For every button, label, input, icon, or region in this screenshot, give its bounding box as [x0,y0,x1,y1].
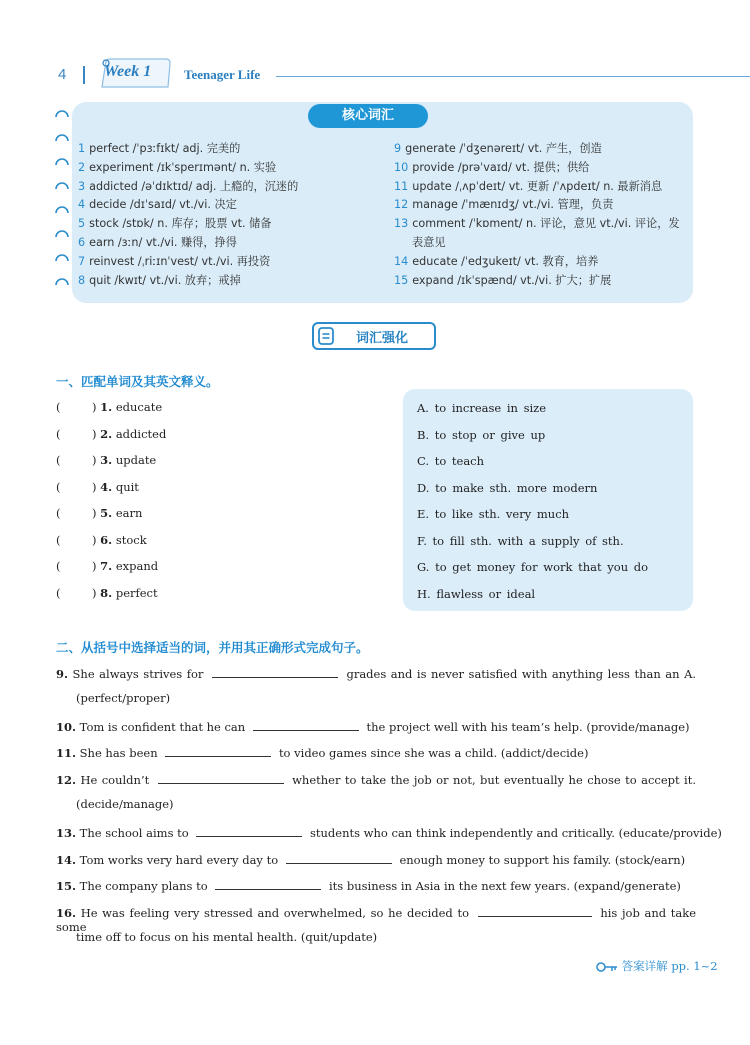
vocab-item: 14 educate /ˈedʒukeɪt/ vt. 教育，培养 [394,255,599,268]
answer-blank[interactable] [196,824,302,837]
vocab-item: 5 stock /stɒk/ n. 库存；股票 vt. 储备 [78,217,272,230]
core-vocab-title: 核心词汇 [308,104,428,128]
match-item: ( ) 5. earn [56,506,143,520]
unit-title: Teenager Life [184,67,261,82]
match-item: ( ) 6. stock [56,533,147,547]
vocab-item: 8 quit /kwɪt/ vt./vi. 放弃；戒掉 [78,274,241,287]
part2-title: 二、从括号中选择适当的词，并用其正确形式完成句子。 [56,640,369,655]
match-option: D. to make sth. more modern [417,481,598,495]
match-item: ( ) 4. quit [56,480,139,494]
match-item: ( ) 7. expand [56,559,159,573]
match-option: E. to like sth. very much [417,507,570,521]
vocab-item: 9 generate /ˈdʒenəreɪt/ vt. 产生，创造 [394,142,602,155]
vocab-item: 2 experiment /ɪkˈsperɪmənt/ n. 实验 [78,161,277,174]
vocab-item: 15 expand /ɪkˈspænd/ vt./vi. 扩大；扩展 [394,274,612,287]
part1-title: 一、匹配单词及其英文释义。 [56,374,219,389]
answer-blank[interactable] [165,744,271,757]
answer-blank[interactable] [253,718,359,731]
sentence-item: 12. He couldn’t whether to take the job or not, but eventually he chose to accept it. [56,773,697,787]
match-option: B. to stop or give up [417,428,546,442]
answer-blank[interactable] [212,665,338,678]
answer-blank[interactable] [286,851,392,864]
key-icon [596,961,618,973]
header-rule [276,76,750,77]
answer-blank[interactable] [478,904,592,917]
sentence-item: 9. She always strives for grades and is never satisfied with anything less than an A. [56,667,697,681]
match-item: ( ) 3. update [56,453,157,467]
sentence-item: 13. The school aims to students who can think independently and critically. (educate/provide) [56,826,722,840]
vocab-item: 1 perfect /ˈpɜːfɪkt/ adj. 完美的 [78,142,241,155]
vocab-item: 12 manage /ˈmænɪdʒ/ vt./vi. 管理，负责 [394,198,614,211]
match-item: ( ) 1. educate [56,400,163,414]
vocab-item: 4 decide /dɪˈsaɪd/ vt./vi. 决定 [78,198,237,211]
vocab-item: 7 reinvest /ˌriːɪnˈvest/ vt./vi. 再投资 [78,255,271,268]
match-option: F. to fill sth. with a supply of sth. [417,534,624,548]
answer-blank[interactable] [215,877,321,890]
vocab-item: 11 update /ˌʌpˈdeɪt/ vt. 更新 /ˈʌpdeɪt/ n. 最新消息 [394,180,663,193]
answer-reference: 答案详解 pp. 1~2 [596,958,718,974]
vocab-item: 10 provide /prəˈvaɪd/ vt. 提供；供给 [394,161,590,174]
header-divider [83,66,85,84]
document-icon [316,326,336,346]
match-item: ( ) 2. addicted [56,427,167,441]
answer-blank[interactable] [158,771,284,784]
vocab-item: 13 comment /ˈkɒment/ n. 评论，意见 vt./vi. 评论，发 [394,217,680,230]
vocab-item: 6 earn /ɜːn/ vt./vi. 赚得，挣得 [78,236,237,249]
options-panel [403,389,693,611]
match-option: C. to teach [417,454,485,468]
sentence-item: 16. He was feeling very stressed and overwhelmed, so he decided to his job and take some [56,906,697,934]
practice-title: 词汇强化 [356,331,409,346]
week-label: Week 1 [104,63,152,80]
sentence-item: 10. Tom is confident that he can the project well with his team’s help. (provide/manage) [56,720,690,734]
match-option: A. to increase in size [417,401,547,415]
match-option: G. to get money for work that you do [417,560,649,574]
spiral-binding-icon [52,108,72,298]
sentence-continuation: time off to focus on his mental health. (quit/update) [76,930,378,944]
sentence-item: 11. She has been to video games since she was a child. (addict/decide) [56,746,589,760]
match-item: ( ) 8. perfect [56,586,158,600]
match-option: H. flawless or ideal [417,587,536,601]
page-number: 4 [58,66,67,83]
sentence-item: 14. Tom works very hard every day to enough money to support his family. (stock/earn) [56,853,686,867]
vocab-item-continuation: 表意见 [412,236,446,249]
sentence-continuation: (perfect/proper) [76,691,171,705]
vocab-item: 3 addicted /əˈdɪktɪd/ adj. 上瘾的，沉迷的 [78,180,299,193]
sentence-continuation: (decide/manage) [76,797,174,811]
sentence-item: 15. The company plans to its business in Asia in the next few years. (expand/generate) [56,879,681,893]
